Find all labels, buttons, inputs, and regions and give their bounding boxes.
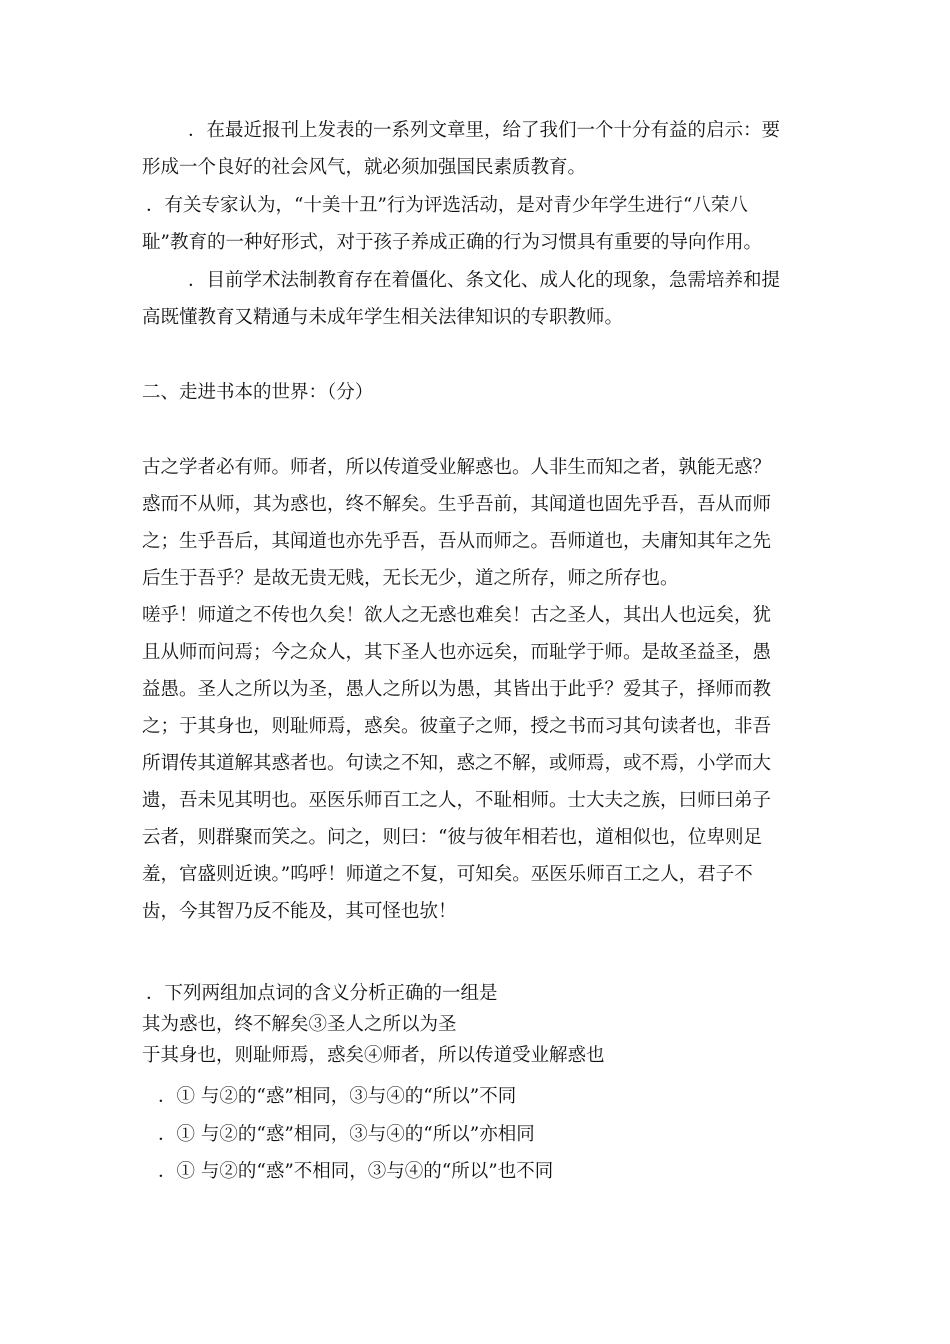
intro-option-2-line-2: 耻”教育的一种好形式，对于孩子养成正确的行为习惯具有重要的导向作用。 [142, 232, 762, 253]
passage-p1-line-2: 惑而不从师，其为惑也，终不解矣。生乎吾前，其闻道也固先乎吾，吾从而师 [142, 494, 772, 515]
passage-p1-line-1: 古之学者必有师。师者，所以传道受业解惑也。人非生而知之者，孰能无惑？ [142, 457, 772, 478]
passage-p2-line-7: 云者，则群聚而笑之。问之，则曰：“彼与彼年相若也，道相似也，位卑则足 [142, 827, 762, 848]
passage-p2-line-6: 遗，吾未见其明也。巫医乐师百工之人，不耻相师。士大夫之族，曰师曰弟子 [142, 790, 772, 811]
passage-p2-line-3: 益愚。圣人之所以为圣，愚人之所以为愚，其皆出于此乎？爱其子，择师而教 [142, 679, 772, 700]
question-stem: ．下列两组加点词的含义分析正确的一组是 [146, 983, 498, 1004]
question-option-3: ．① 与②的“惑”不相同，③与④的“所以”也不同 [158, 1161, 554, 1182]
passage-p2-line-5: 所谓传其道解其惑者也。句读之不知，惑之不解，或师焉，或不焉，小学而大 [142, 753, 772, 774]
intro-option-2-line-1: ．有关专家认为，“十美十丑”行为评选活动，是对青少年学生进行“八荣八 [146, 195, 748, 216]
passage-p1-line-4: 后生于吾乎？是故无贵无贱，无长无少，道之所存，师之所存也。 [142, 568, 679, 589]
passage-p2-line-9: 齿，今其智乃反不能及，其可怪也欤！ [142, 901, 457, 922]
question-option-1: ．① 与②的“惑”相同，③与④的“所以”不同 [158, 1086, 517, 1107]
intro-option-3-line-2: 高既懂教育又精通与未成年学生相关法律知识的专职教师。 [142, 307, 624, 328]
passage-p2-line-4: 之；于其身也，则耻师焉，惑矣。彼童子之师，授之书而习其句读者也，非吾 [142, 716, 772, 737]
passage-p1-line-3: 之；生乎吾后，其闻道也亦先乎吾，吾从而师之。吾师道也，夫庸知其年之先 [142, 531, 772, 552]
intro-option-1-line-1: ．在最近报刊上发表的一系列文章里，给了我们一个十分有益的启示：要 [188, 120, 781, 141]
question-option-2: ．① 与②的“惑”相同，③与④的“所以”亦相同 [158, 1124, 535, 1145]
question-line-1: 其为惑也，终不解矣③圣人之所以为圣 [142, 1014, 457, 1035]
passage-p2-line-1: 嗟乎！师道之不传也久矣！欲人之无惑也难矣！古之圣人，其出人也远矣，犹 [142, 605, 772, 626]
intro-option-1-line-2: 形成一个良好的社会风气，就必须加强国民素质教育。 [142, 157, 587, 178]
section-two-heading: 二、走进书本的世界：（分） [142, 382, 374, 403]
intro-option-3-line-1: ．目前学术法制教育存在着僵化、条文化、成人化的现象，急需培养和提 [188, 270, 781, 291]
question-line-2: 于其身也，则耻师焉，惑矣④师者，所以传道受业解惑也 [142, 1045, 605, 1066]
passage-p2-line-2: 且从师而问焉；今之众人，其下圣人也亦远矣，而耻学于师。是故圣益圣，愚 [142, 642, 772, 663]
passage-p2-line-8: 羞，官盛则近谀。”呜呼！师道之不复，可知矣。巫医乐师百工之人，君子不 [142, 864, 753, 885]
